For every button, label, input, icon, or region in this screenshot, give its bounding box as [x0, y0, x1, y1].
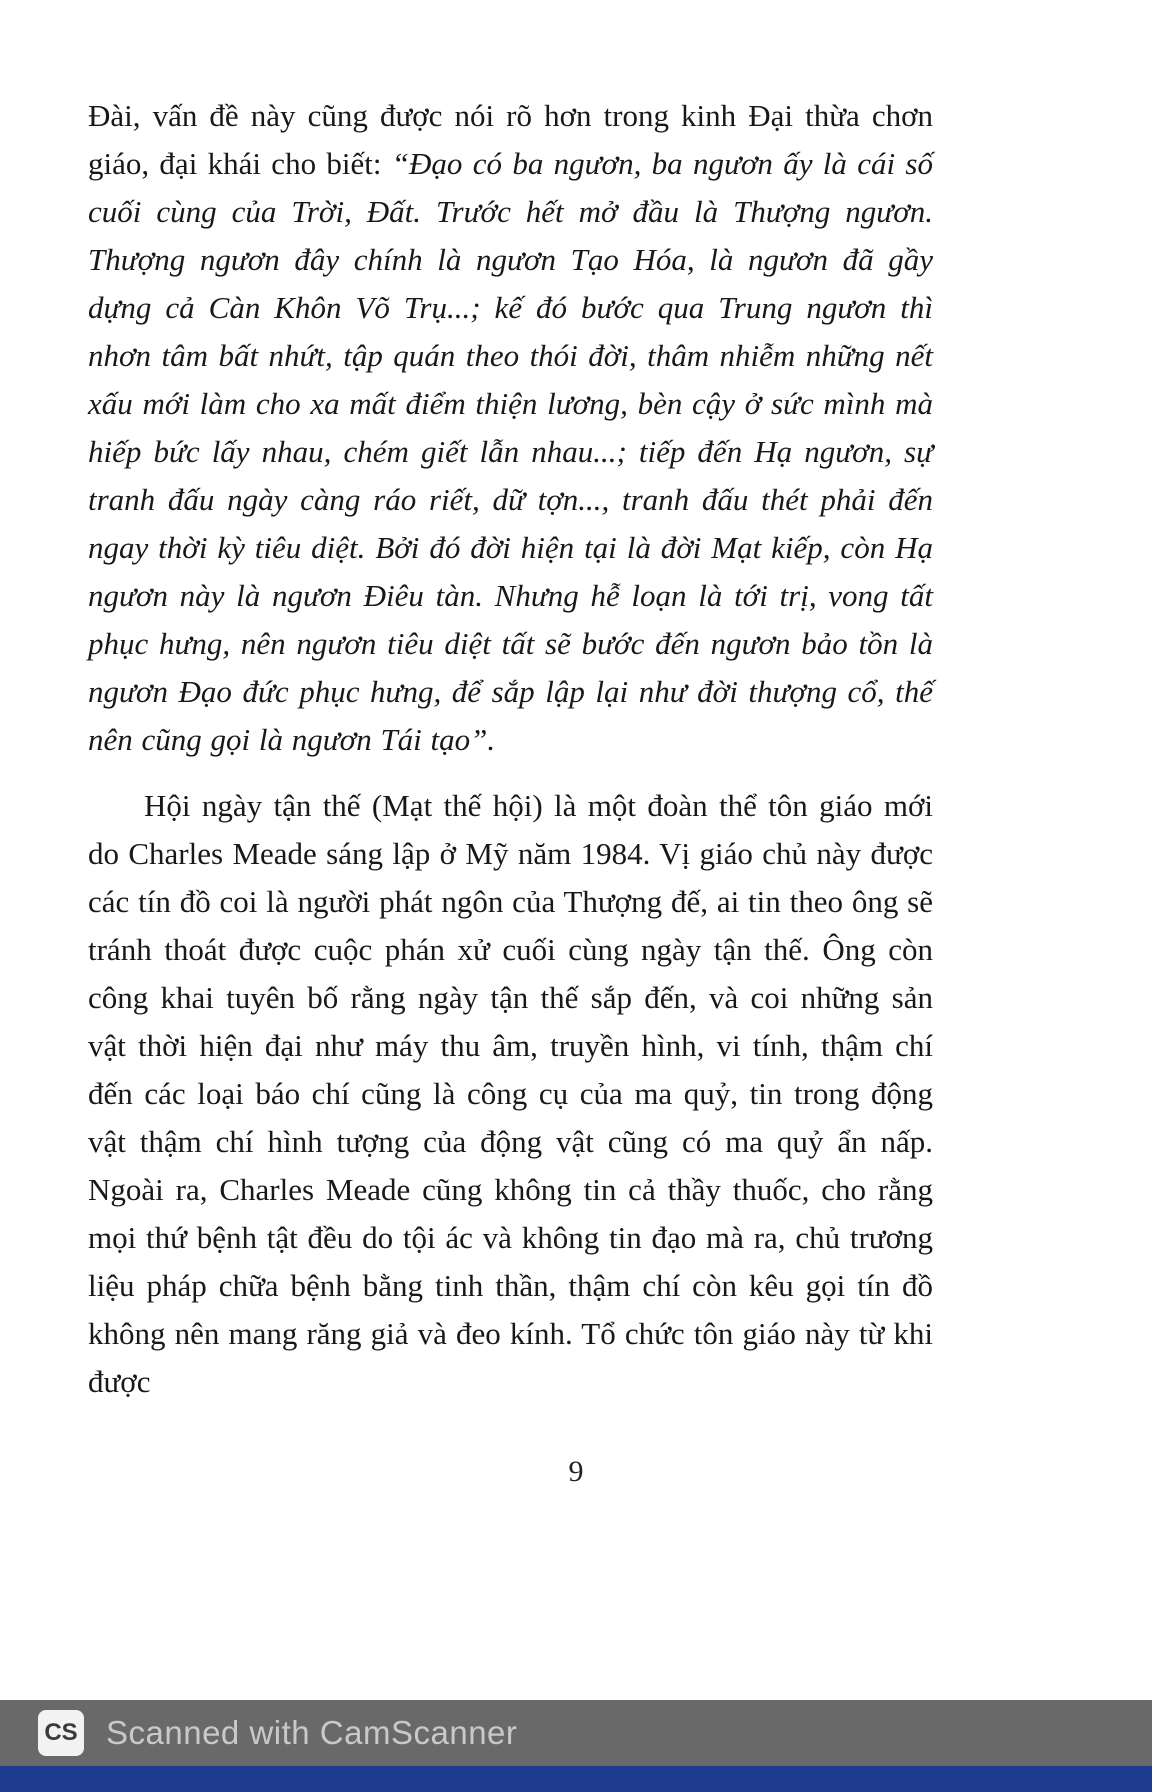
- bottom-blue-strip: [0, 1766, 1152, 1792]
- page-number: 9: [568, 1455, 584, 1488]
- paragraph-1-quote: “Đạo có ba ngươn, ba ngươn ấy là cái số cuối cùng của Trời, Đất. Trước hết mở đầu là Thượng ngươn. Thượng ngươn đây chính là ngươn Tạo Hóa, là ngươn đã gầy dựng cả Càn Khôn Võ Trụ...; kế đó bước qua Trung ngươn thì nhơn tâm bất nhứt, tập quán theo thói đời, thâm nhiễm những nết xấu mới làm cho xa mất điểm thiện lương, bèn cậy ở sức mình mà hiếp bức lấy nhau, chém giết lẫn nhau...; tiếp đến Hạ ngươn, sự tranh đấu ngày càng ráo riết, dữ tợn..., tranh đấu thét phải đến ngay thời kỳ tiêu diệt. Bởi đó đời hiện tại là đời Mạt kiếp, còn Hạ ngươn này là ngươn Điêu tàn. Nhưng hễ loạn là tới trị, vong tất phục hưng, nên ngươn tiêu diệt tất sẽ bước đến ngươn bảo tồn là ngươn Đạo đức phục hưng, để sắp lập lại như đời thượng cổ, thế nên cũng gọi là ngươn Tái tạo”.: [88, 146, 933, 757]
- paragraph-1: [88, 92, 933, 764]
- text-block: [88, 92, 933, 1406]
- camscanner-logo-icon: CS: [38, 1710, 84, 1756]
- camscanner-watermark-text: Scanned with CamScanner: [106, 1714, 518, 1751]
- paragraph-2: Hội ngày tận thế (Mạt thế hội) là một đoàn thể tôn giáo mới do Charles Meade sáng lập ở Mỹ năm 1984. Vị giáo chủ này được các tín đồ coi là người phát ngôn của Thượng đế, ai tin theo ông sẽ tránh thoát được cuộc phán xử cuối cùng ngày tận thế. Ông còn công khai tuyên bố rằng ngày tận thế sắp đến, và coi những sản vật thời hiện đại như máy thu âm, truyền hình, vi tính, thậm chí đến các loại báo chí cũng là công cụ của ma quỷ, tin trong động vật thậm chí hình tượng của động vật cũng có ma quỷ ẩn nấp. Ngoài ra, Charles Meade cũng không tin cả thầy thuốc, cho rằng mọi thứ bệnh tật đều do tội ác và không tin đạo mà ra, chủ trương liệu pháp chữa bệnh bằng tinh thần, thậm chí còn kêu gọi tín đồ không nên mang răng giả và đeo kính. Tổ chức tôn giáo này từ khi được: [88, 788, 933, 1399]
- camscanner-watermark-bar: [0, 1700, 1152, 1766]
- paragraph-1-intro: Đài, vấn đề này cũng được nói rõ hơn trong kinh Đại thừa chơn giáo, đại khái cho biết:: [88, 98, 933, 181]
